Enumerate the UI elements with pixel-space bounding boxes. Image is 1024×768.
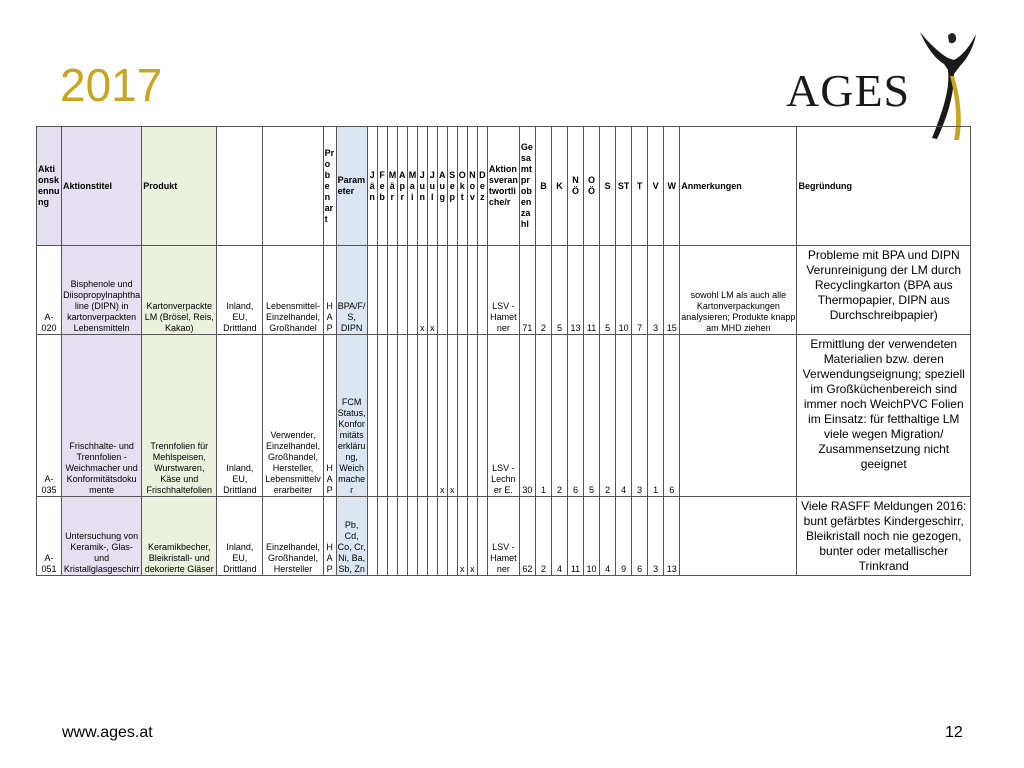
cell-month: x — [447, 335, 457, 497]
cell-month — [367, 335, 377, 497]
cell-month — [427, 335, 437, 497]
cell-titel: Bisphenole und Diisopropylnaphthaline (DIPN) in kartonverpackten Lebensmitteln — [62, 246, 142, 335]
cell-id: A-020 — [37, 246, 62, 335]
cell-month — [407, 497, 417, 576]
cell-gesamt: 62 — [519, 497, 535, 576]
header-state: NÖ — [568, 127, 584, 246]
cell-state: 3 — [648, 246, 664, 335]
cell-month — [397, 335, 407, 497]
cell-herkunft: Inland, EU, Drittland — [217, 335, 263, 497]
cell-probenart: HAP — [323, 246, 336, 335]
cell-month — [477, 497, 487, 576]
cell-month — [397, 246, 407, 335]
header-herkunft — [217, 127, 263, 246]
cell-month — [447, 497, 457, 576]
cell-month — [367, 497, 377, 576]
cell-state: 2 — [535, 246, 551, 335]
header-aktionstitel: Aktionstitel — [62, 127, 142, 246]
cell-gesamt: 71 — [519, 246, 535, 335]
cell-month — [377, 497, 387, 576]
header-month: Dez — [477, 127, 487, 246]
cell-state: 3 — [632, 335, 648, 497]
cell-probenart: HAP — [323, 497, 336, 576]
cell-id: A-051 — [37, 497, 62, 576]
cell-produkt: Kartonverpackte LM (Brösel, Reis, Kakao) — [142, 246, 217, 335]
cell-state: 4 — [600, 497, 616, 576]
cell-month: x — [427, 246, 437, 335]
header-month: Apr — [397, 127, 407, 246]
header-stufe — [263, 127, 323, 246]
cell-month — [437, 246, 447, 335]
header-state: OÖ — [584, 127, 600, 246]
header-begruendung: Begründung — [797, 127, 971, 246]
header-state: S — [600, 127, 616, 246]
header-month: Aug — [437, 127, 447, 246]
header-month: Jän — [367, 127, 377, 246]
cell-titel: Untersuchung von Keramik-, Glas- und Kristallglasgeschirr — [62, 497, 142, 576]
cell-verantwortlich: LSV - Hametner — [487, 497, 519, 576]
cell-state: 10 — [584, 497, 600, 576]
table-header-row — [37, 127, 971, 246]
cell-month: x — [467, 497, 477, 576]
header-state: B — [535, 127, 551, 246]
cell-month — [407, 335, 417, 497]
header-state: W — [664, 127, 680, 246]
cell-month — [377, 246, 387, 335]
header-month: Mai — [407, 127, 417, 246]
cell-state: 11 — [568, 497, 584, 576]
cell-month — [377, 335, 387, 497]
cell-month — [477, 335, 487, 497]
cell-state: 13 — [664, 497, 680, 576]
cell-verantwortlich: LSV - Hametner — [487, 246, 519, 335]
cell-begruendung: Probleme mit BPA und DIPN Verunreinigung der LM durch Recyclingkarton (BPA aus Thermopapier, DIPN aus Durchschreibpapier) — [797, 246, 971, 335]
header-month: Jul — [427, 127, 437, 246]
cell-state: 7 — [632, 246, 648, 335]
cell-state: 5 — [551, 246, 567, 335]
cell-state: 2 — [551, 335, 567, 497]
cell-state: 10 — [616, 246, 632, 335]
cell-probenart: HAP — [323, 335, 336, 497]
cell-month: x — [417, 246, 427, 335]
cell-month — [477, 246, 487, 335]
table-row — [37, 335, 971, 497]
cell-month — [457, 246, 467, 335]
cell-month — [417, 497, 427, 576]
header-anmerkungen: Anmerkungen — [680, 127, 797, 246]
header-month: Mär — [387, 127, 397, 246]
cell-id: A-035 — [37, 335, 62, 497]
cell-month — [437, 497, 447, 576]
cell-herkunft: Inland, EU, Drittland — [217, 497, 263, 576]
cell-state: 5 — [600, 246, 616, 335]
cell-state: 13 — [568, 246, 584, 335]
cell-month — [387, 335, 397, 497]
cell-state: 2 — [535, 497, 551, 576]
cell-month — [387, 497, 397, 576]
cell-month — [467, 246, 477, 335]
cell-anmerkungen — [680, 335, 797, 497]
header-state: ST — [616, 127, 632, 246]
cell-parameter: Pb, Cd, Co, Cr, Ni, Ba, Sb, Zn — [336, 497, 367, 576]
cell-begruendung: Viele RASFF Meldungen 2016: bunt gefärbtes Kindergeschirr, Bleikristall noch nie gezogen, bunter oder metallischer Trinkrand — [797, 497, 971, 576]
slide-title: 2017 — [60, 59, 163, 111]
header-month: Jun — [417, 127, 427, 246]
header-month: Sep — [447, 127, 457, 246]
cell-month: x — [457, 497, 467, 576]
cell-gesamt: 30 — [519, 335, 535, 497]
header-parameter: Parameter — [336, 127, 367, 246]
cell-month: x — [437, 335, 447, 497]
cell-parameter: FCM Status, Konformitätserklärung, Weichmacher — [336, 335, 367, 497]
header-gesamt: Gesamtprobenzahl — [519, 127, 535, 246]
cell-state: 4 — [551, 497, 567, 576]
table-row — [37, 246, 971, 335]
cell-stufe: Lebensmittel-Einzelhandel, Großhandel — [263, 246, 323, 335]
cell-parameter: BPA/F/S, DIPN — [336, 246, 367, 335]
table-row — [37, 497, 971, 576]
cell-verantwortlich: LSV - Lechner E. — [487, 335, 519, 497]
cell-begruendung: Ermittlung der verwendeten Materialien bzw. deren Verwendungseignung; speziell im Großküchenbereich sind immer noch WeichPVC Folien im Einsatz: für fetthaltige LM viele wegen Migration/ Zusammensetzung nicht geeignet — [797, 335, 971, 497]
cell-month — [427, 497, 437, 576]
cell-state: 15 — [664, 246, 680, 335]
header-month: Nov — [467, 127, 477, 246]
cell-state: 1 — [648, 335, 664, 497]
header-verantwortlich: Aktionsverantwortliche/r — [487, 127, 519, 246]
action-plan-table — [36, 126, 971, 576]
cell-month — [447, 246, 457, 335]
header-state: K — [551, 127, 567, 246]
cell-month — [407, 246, 417, 335]
header-month: Okt — [457, 127, 467, 246]
cell-state: 2 — [600, 335, 616, 497]
cell-anmerkungen — [680, 497, 797, 576]
header-state: T — [632, 127, 648, 246]
header-aktionskennung: Aktionskennung — [37, 127, 62, 246]
footer-url[interactable]: www.ages.at — [62, 724, 153, 741]
header-probenart: Probenart — [323, 127, 336, 246]
cell-state: 3 — [648, 497, 664, 576]
cell-month — [417, 335, 427, 497]
cell-produkt: Trennfolien für Mehlspeisen, Wurstwaren, Käse und Frischhaltefolien — [142, 335, 217, 497]
cell-month — [367, 246, 377, 335]
cell-state: 4 — [616, 335, 632, 497]
cell-month — [457, 335, 467, 497]
cell-state: 6 — [632, 497, 648, 576]
cell-month — [397, 497, 407, 576]
cell-state: 9 — [616, 497, 632, 576]
header-state: V — [648, 127, 664, 246]
cell-state: 6 — [664, 335, 680, 497]
cell-state: 5 — [584, 335, 600, 497]
cell-month — [387, 246, 397, 335]
cell-produkt: Keramikbecher, Bleikristall- und dekorierte Gläser — [142, 497, 217, 576]
header-month: Feb — [377, 127, 387, 246]
cell-titel: Frischhalte- und Trennfolien - Weichmacher und Konformitätsdokumente — [62, 335, 142, 497]
cell-state: 6 — [568, 335, 584, 497]
cell-herkunft: Inland, EU, Drittland — [217, 246, 263, 335]
cell-state: 1 — [535, 335, 551, 497]
logo-text: AGES — [786, 65, 911, 116]
cell-anmerkungen: sowohl LM als auch alle Kartonverpackungen analysieren; Produkte knapp am MHD ziehen — [680, 246, 797, 335]
cell-month — [467, 335, 477, 497]
cell-state: 11 — [584, 246, 600, 335]
header-produkt: Produkt — [142, 127, 217, 246]
cell-stufe: Verwender, Einzelhandel, Großhandel, Hersteller, Lebensmittelverarbeiter — [263, 335, 323, 497]
cell-stufe: Einzelhandel, Großhandel, Hersteller — [263, 497, 323, 576]
page-number: 12 — [945, 724, 963, 741]
